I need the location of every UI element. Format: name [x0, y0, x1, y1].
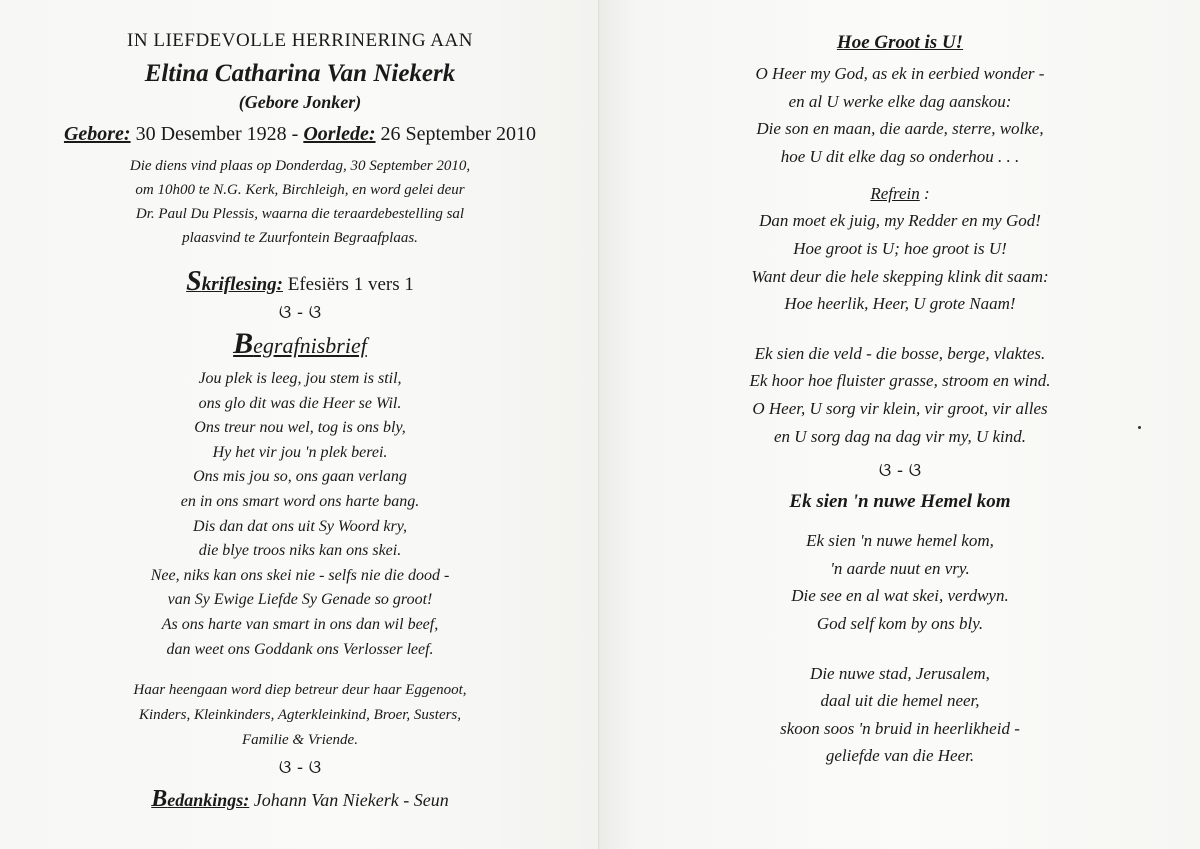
verse-line: en al U werke elke dag aanskou: — [788, 91, 1012, 111]
scripture-initial: S — [186, 266, 202, 297]
mourners-line: Familie & Vriende. — [242, 732, 358, 749]
service-line: plaasvind te Zuurfontein Begraafplaas. — [182, 230, 418, 246]
mourners-notice — [40, 678, 560, 753]
verse-line: 'n aarde nuut en vry. — [830, 558, 970, 578]
born-value: 30 Desember 1928 — [135, 123, 287, 145]
hymn-verse-1 — [640, 60, 1160, 170]
poem-line: ons glo dit was die Heer se Wil. — [198, 394, 402, 412]
verse-line: Die nuwe stad, Jerusalem, — [810, 663, 990, 683]
paper-speck — [1138, 426, 1141, 429]
verse-line: Die son en maan, die aarde, sterre, wolke, — [756, 119, 1044, 139]
refrain-line: Hoe heerlik, Heer, U grote Naam! — [784, 294, 1016, 314]
hymn-title-hoe-groot: Hoe Groot is U! — [836, 32, 964, 53]
poem-line: dan weet ons Goddank ons Verlosser leef. — [166, 640, 434, 658]
poem-line: Jou plek is leeg, jou stem is stil, — [198, 370, 402, 387]
poem-line: die blye troos niks kan ons skei. — [198, 542, 402, 560]
refrain-colon: : — [919, 184, 930, 204]
deceased-name: Eltina Catharina Van Niekerk — [144, 60, 456, 87]
died-label: Oorlede: — [303, 123, 376, 145]
refrain-line: Hoe groot is U; hoe groot is U! — [793, 238, 1007, 258]
dates-line — [40, 123, 560, 146]
poem-line: Ons treur nou wel, tog is ons bly, — [194, 419, 406, 437]
mourners-line: Kinders, Kleinkinders, Agterkleinkind, Broer, Susters, — [138, 707, 462, 724]
poem-line: As ons harte van smart in ons dan wil beef, — [161, 615, 439, 633]
acknowledgements-label-rest: edankings: — [167, 790, 250, 811]
poem-line: Ons mis jou so, ons gaan verlang — [193, 468, 407, 486]
verse-line: God self kom by ons bly. — [816, 613, 984, 633]
acknowledgements-label — [151, 786, 250, 813]
verse-line: daal uit die hemel neer, — [820, 691, 980, 711]
right-page — [600, 0, 1200, 849]
service-details — [40, 154, 560, 250]
dates-dash: - — [291, 123, 299, 145]
refrain-label — [640, 180, 1160, 207]
scripture-label-rest: kriflesing: — [201, 274, 283, 295]
verse-line: geliefde van die Heer. — [825, 746, 975, 766]
verse-line: Ek sien 'n nuwe hemel kom, — [806, 531, 994, 551]
maiden-name: (Gebore Jonker) — [238, 92, 362, 112]
funeral-letter-rest: egrafnisbrief — [253, 333, 367, 358]
verse-line: hoe U dit elke dag so onderhou . . . — [780, 146, 1020, 166]
ornament-divider: ଓ - ଓ — [278, 757, 322, 779]
poem-line: en in ons smart word ons harte bang. — [180, 492, 420, 510]
verse-line: O Heer my God, as ek in eerbied wonder - — [755, 64, 1045, 83]
funeral-poem — [40, 367, 560, 662]
scripture-reading — [40, 266, 560, 298]
memorial-header: IN LIEFDEVOLLE HERRINERING AAN — [127, 30, 473, 51]
stanza-gap — [640, 638, 1160, 660]
hymn-refrain — [640, 207, 1160, 317]
hymn-title-nuwe-hemel: Ek sien 'n nuwe Hemel kom — [789, 491, 1011, 513]
funeral-letter-title — [40, 327, 560, 361]
ornament-divider: ଓ - ଓ — [878, 460, 922, 482]
verse-line: O Heer, U sorg vir klein, vir groot, vir alles — [752, 398, 1048, 418]
verse-line: Ek sien die veld - die bosse, berge, vlaktes. — [754, 343, 1046, 363]
hymn-verse-3 — [640, 527, 1160, 637]
stanza-gap — [640, 318, 1160, 340]
poem-line: Nee, niks kan ons skei nie - selfs nie die dood - — [150, 566, 450, 584]
service-line: Dr. Paul Du Plessis, waarna die teraardebestelling sal — [135, 206, 465, 222]
acknowledgements-value: Johann Van Niekerk - Seun — [253, 790, 449, 811]
refrain-line: Want deur die hele skepping klink dit saam: — [751, 266, 1049, 286]
funeral-letter-initial: B — [233, 327, 254, 360]
ornament-divider: ଓ - ଓ — [278, 302, 322, 323]
died-value: 26 September 2010 — [380, 123, 537, 145]
verse-line: Ek hoor hoe fluister grasse, stroom en wind. — [749, 371, 1051, 391]
scripture-label — [186, 266, 283, 297]
verse-line: en U sorg dag na dag vir my, U kind. — [774, 426, 1026, 446]
poem-line: van Sy Ewige Liefde Sy Genade so groot! — [167, 591, 433, 609]
born-label: Gebore: — [63, 123, 131, 145]
refrain-label-text: Refrein — [870, 184, 920, 204]
acknowledgements-initial: B — [151, 786, 168, 813]
hymn-verse-4 — [640, 660, 1160, 770]
hymn-verse-2 — [640, 340, 1160, 450]
acknowledgements — [40, 786, 560, 813]
scripture-value: Efesiërs 1 vers 1 — [287, 274, 414, 295]
service-line: om 10h00 te N.G. Kerk, Birchleigh, en word gelei deur — [135, 182, 465, 198]
service-line: Die diens vind plaas op Donderdag, 30 September 2010, — [129, 158, 471, 174]
verse-line: Die see en al wat skei, verdwyn. — [791, 586, 1009, 606]
verse-line: skoon soos 'n bruid in heerlikheid - — [780, 718, 1020, 738]
refrain-line: Dan moet ek juig, my Redder en my God! — [759, 211, 1041, 231]
mourners-line: Haar heengaan word diep betreur deur haar Eggenoot, — [133, 682, 467, 699]
poem-line: Dis dan dat ons uit Sy Woord kry, — [193, 517, 407, 535]
poem-line: Hy het vir jou 'n plek berei. — [212, 443, 388, 461]
